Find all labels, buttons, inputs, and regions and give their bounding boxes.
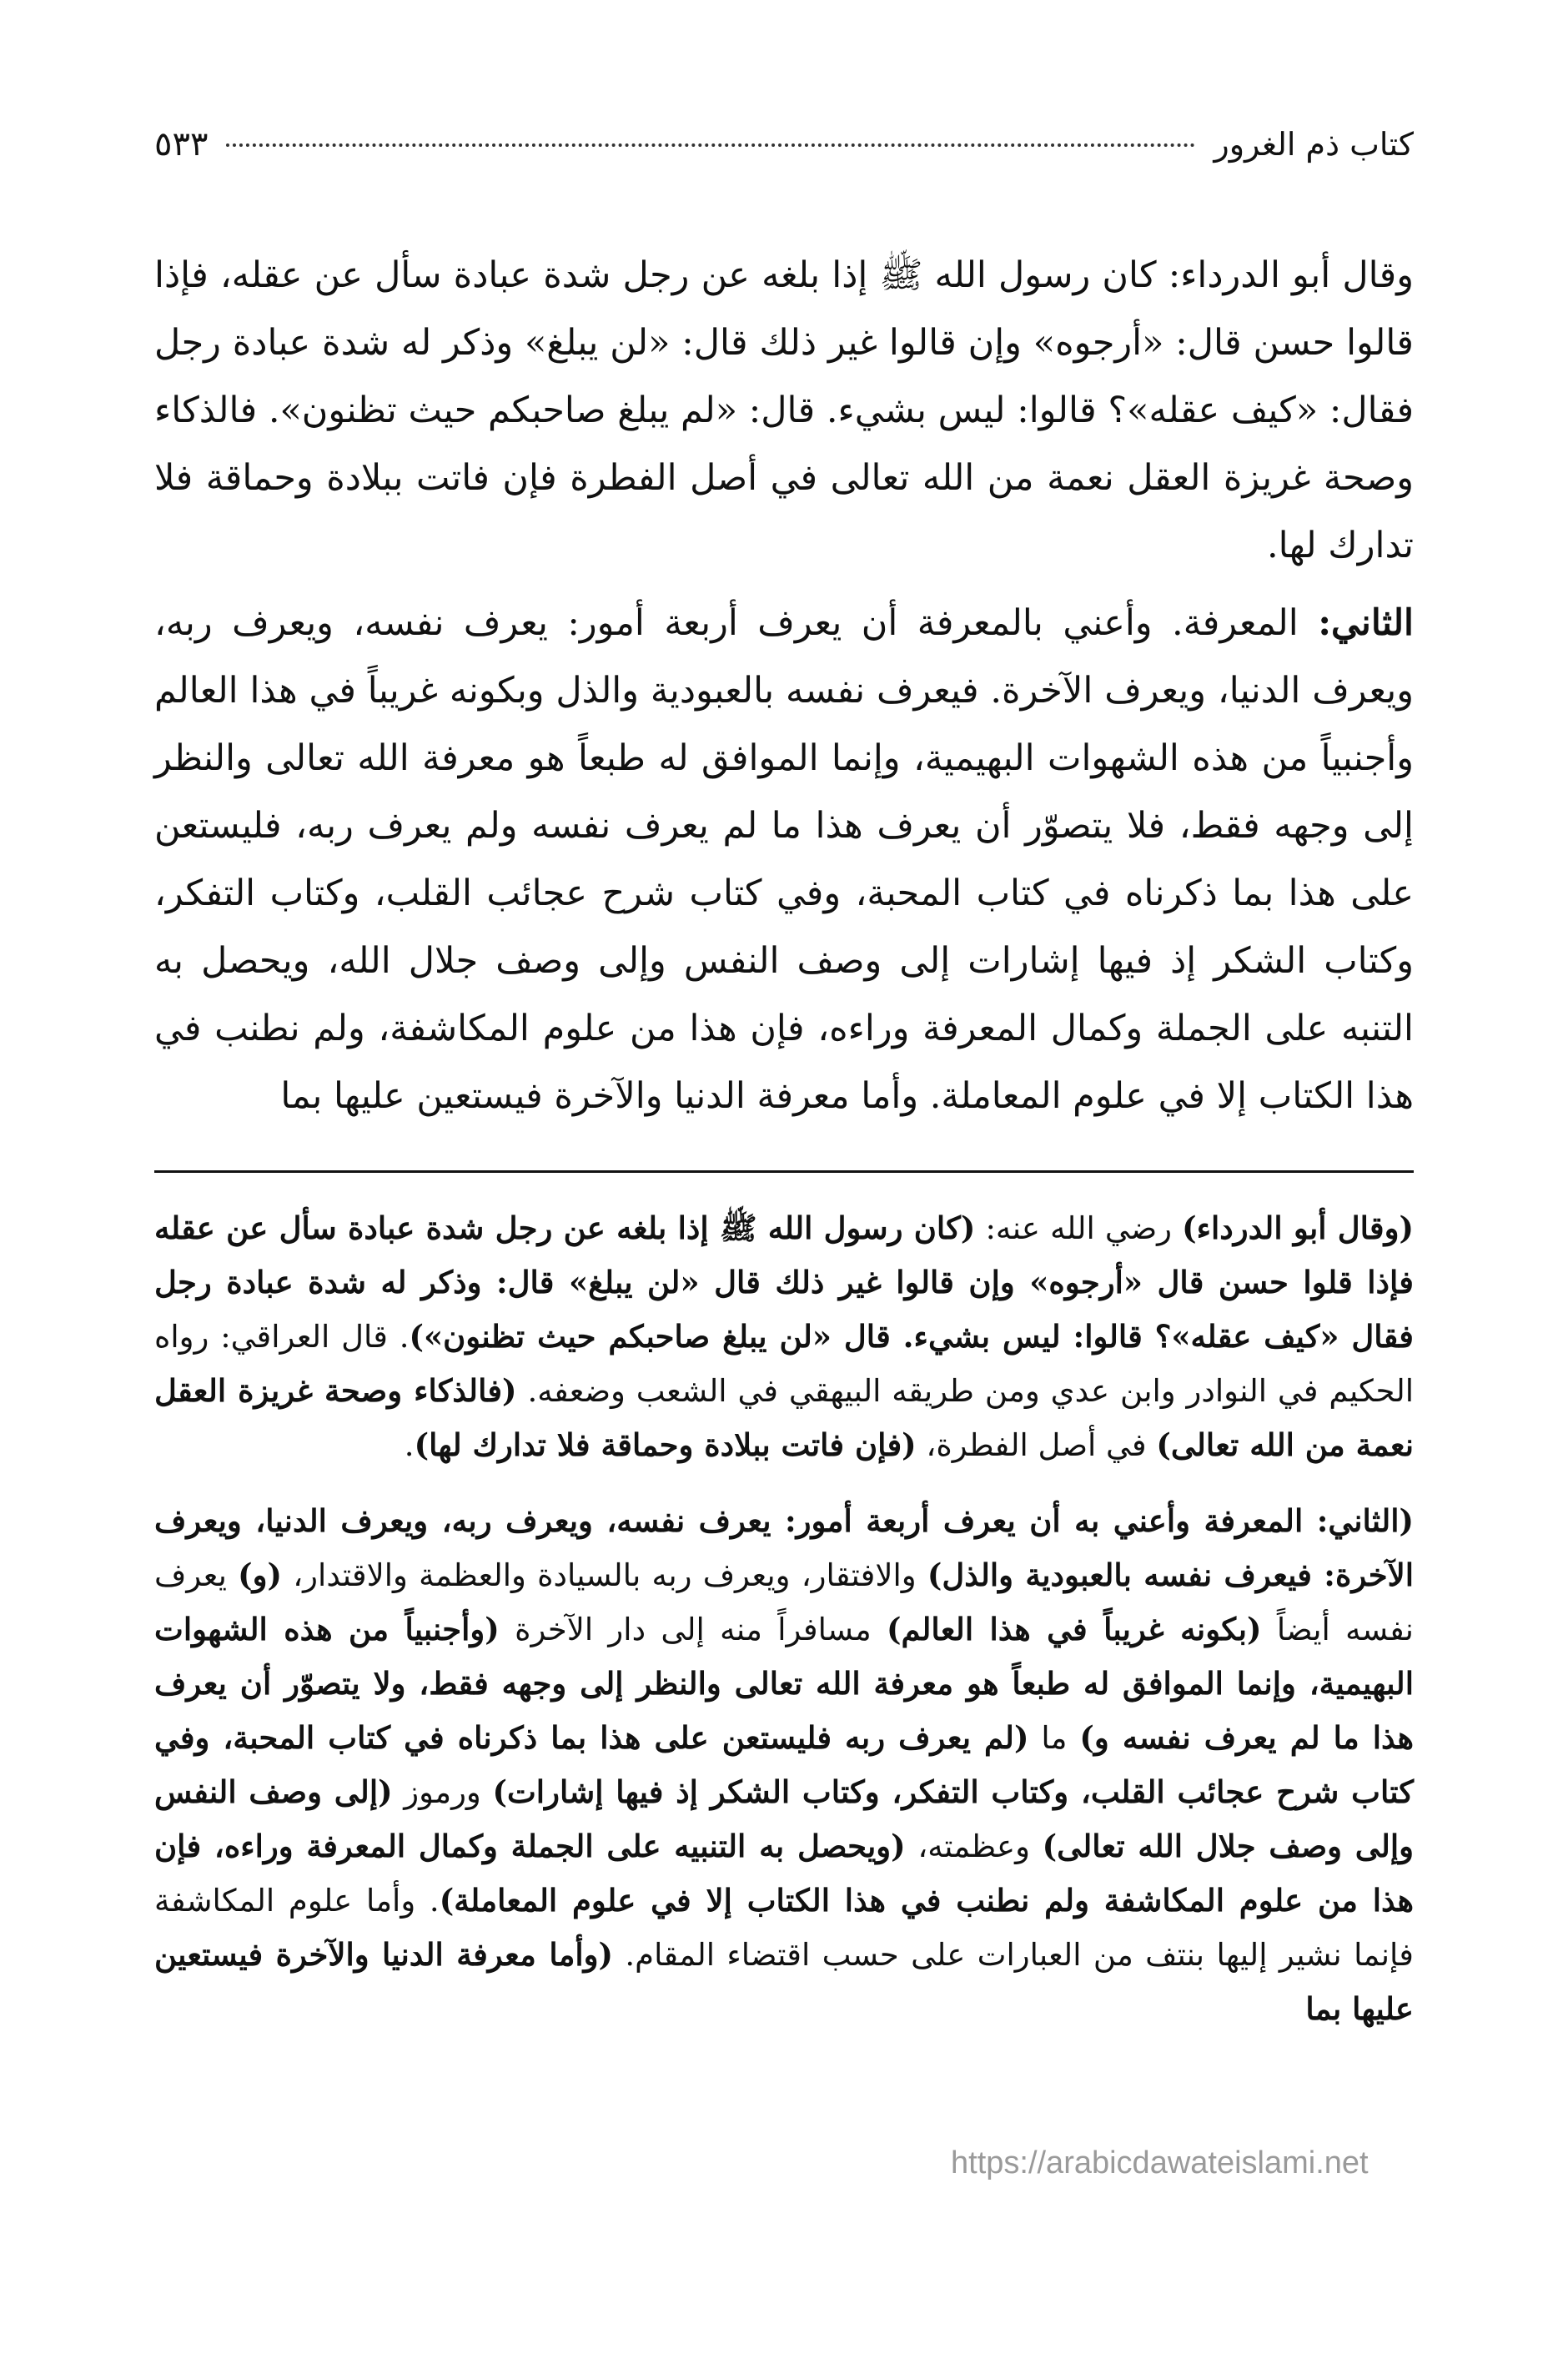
commentary-text-segment: يعرف نفسه أيضاً xyxy=(154,1557,1414,1647)
paragraph-body: المعرفة. وأعني بالمعرفة أن يعرف أربعة أمور: يعرف نفسه، ويعرف ربه، ويعرف الدنيا، ويعرف الآخرة. فيعرف نفسه بالعبودية والذل وبكونه غريباً في هذا العالم وأجنبياً من هذه الشهوات البهيمية، وإنما الموافق له طبعاً هو معرفة الله تعالى والنظر إلى وجهه فقط، فلا يتصوّر أن يعرف هذا ما لم يعرف نفسه ولم يعرف ربه، فليستعن على هذا بما ذكرناه في كتاب المحبة، وفي كتاب شرح عجائب القلب، وكتاب التفكر، وكتاب الشكر إذ فيها إشارات إلى وصف النفس وإلى وصف جلال الله، ويحصل به التنبه على الجملة وكمال المعرفة وراءه، فإن هذا من علوم المكاشفة، ولم نطنب في هذا الكتاب إلا في علوم المعاملة. وأما معرفة الدنيا والآخرة فيستعين عليها بما xyxy=(154,602,1415,1117)
commentary-text-segment: . xyxy=(404,1427,415,1463)
book-page xyxy=(154,125,1414,2311)
quoted-text-segment: (كان رسول الله ﷺ إذا بلغه عن رجل شدة عبادة سأل عن عقله فإذا قلوا حسن قال «أرجوه» وإن قالوا غير ذلك قال «لن يبلغ» قال: وذكر له شدة عبادة رجل فقال «كيف عقله»؟ قالوا: ليس بشيء. قال «لن يبلغ صاحبكم حيث تظنون») xyxy=(154,1210,1414,1355)
leader-dots xyxy=(226,143,1195,147)
commentary-text-segment: والافتقار، ويعرف ربه بالسيادة والعظمة والاقتدار، xyxy=(282,1557,927,1593)
commentary-text-segment: في أصل الفطرة، xyxy=(916,1427,1157,1463)
running-title: كتاب ذم الغرور xyxy=(1214,126,1414,163)
main-paragraph-2 xyxy=(154,590,1414,1130)
main-paragraph-1: وقال أبو الدرداء: كان رسول الله ﷺ إذا بلغه عن رجل شدة عبادة سأل عن عقله، فإذا قالوا حسن قال: «أرجوه» وإن قالوا غير ذلك قال: «لن يبلغ» وذكر له شدة عبادة رجل فقال: «كيف عقله»؟ قالوا: ليس بشيء. قال: «لم يبلغ صاحبكم حيث تظنون». فالذكاء وصحة غريزة العقل نعمة من الله تعالى في أصل الفطرة فإن فاتت ببلادة وحماقة فلا تدارك لها. xyxy=(154,254,1414,566)
quoted-text-segment: (ويحصل به التنبيه على الجملة وكمال المعرفة وراءه، فإن هذا من علوم المكاشفة ولم نطنب في هذا الكتاب إلا في علوم المعاملة) xyxy=(154,1828,1414,1919)
commentary-text-segment: ورموز xyxy=(392,1774,493,1810)
commentary-section xyxy=(154,1201,1414,2036)
running-header xyxy=(154,125,1414,192)
quoted-text-segment: (فإن فاتت ببلادة وحماقة فلا تدارك لها) xyxy=(414,1426,917,1463)
commentary-text-segment: وعظمته، xyxy=(905,1828,1043,1864)
commentary-paragraph-2 xyxy=(154,1494,1414,2036)
page-number: ٥٣٣ xyxy=(154,125,209,163)
commentary-text-segment: ما xyxy=(1028,1720,1080,1756)
quoted-text-segment: (بكونه غريباً في هذا العالم) xyxy=(887,1611,1262,1647)
commentary-text-segment: . وأما علوم المكاشفة فإنما نشير إليها بنتف من العبارات على حسب اقتضاء المقام. xyxy=(154,1883,1414,1973)
quoted-text-segment: (وأما معرفة الدنيا والآخرة فيستعين عليها بما xyxy=(154,1936,1414,2027)
commentary-paragraph-1 xyxy=(154,1201,1414,1472)
paragraph-lead: الثاني: xyxy=(1318,602,1414,644)
quoted-text-segment: (فالذكاء وصحة غريزة العقل نعمة من الله تعالى) xyxy=(154,1372,1414,1463)
main-text xyxy=(154,242,1414,1130)
quoted-text-segment: (الثاني: المعرفة وأعني به أن يعرف أربعة أمور: يعرف نفسه، ويعرف ربه، ويعرف الدنيا، ويعرف الآخرة: فيعرف نفسه بالعبودية والذل) xyxy=(154,1502,1414,1593)
quoted-text-segment: (وقال أبو الدرداء) xyxy=(1182,1210,1414,1246)
footnote-separator xyxy=(154,1170,1414,1173)
quoted-text-segment: (إلى وصف النفس وإلى وصف جلال الله تعالى) xyxy=(154,1773,1414,1864)
quoted-text-segment: (و) xyxy=(238,1557,283,1593)
quoted-text-segment: (وأجنبياً من هذه الشهوات البهيمية، وإنما الموافق له طبعاً هو معرفة الله تعالى والنظر إلى وجهه فقط، ولا يتصوّر أن يعرف هذا ما لم يعرف نفسه و) xyxy=(154,1611,1414,1756)
quoted-text-segment: (لم يعرف ربه فليستعن على هذا بما ذكرناه في كتاب المحبة، وفي كتاب شرح عجائب القلب، وكتاب التفكر، وكتاب الشكر إذ فيها إشارات) xyxy=(154,1719,1415,1810)
commentary-text-segment: . قال العراقي: رواه الحكيم في النوادر وابن عدي ومن طريقه البيهقي في الشعب وضعفه. xyxy=(154,1319,1414,1409)
commentary-text-segment: مسافراً منه إلى دار الآخرة xyxy=(499,1612,887,1647)
commentary-text-segment: رضي الله عنه: xyxy=(975,1210,1183,1246)
watermark-url: https://arabicdawateislami.net xyxy=(951,2145,1369,2180)
